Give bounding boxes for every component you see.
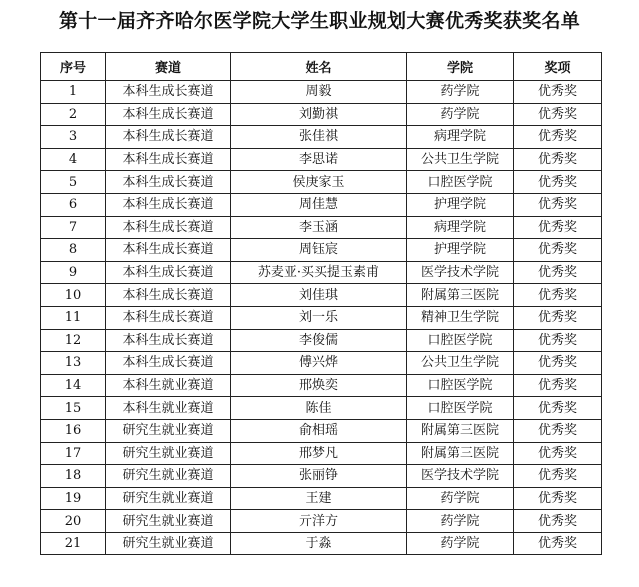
cell-track: 研究生就业赛道 xyxy=(106,532,231,555)
cell-track: 本科生成长赛道 xyxy=(106,329,231,352)
cell-track: 研究生就业赛道 xyxy=(106,487,231,510)
cell-number: 1 xyxy=(41,81,106,104)
table-row xyxy=(41,284,602,307)
column-header-name: 姓名 xyxy=(231,53,407,81)
table-row xyxy=(41,352,602,375)
cell-college: 公共卫生学院 xyxy=(407,352,514,375)
cell-track: 本科生成长赛道 xyxy=(106,306,231,329)
cell-college: 口腔医学院 xyxy=(407,397,514,420)
cell-college: 口腔医学院 xyxy=(407,171,514,194)
cell-name: 周钰宸 xyxy=(231,239,407,262)
table-row xyxy=(41,171,602,194)
table-row xyxy=(41,306,602,329)
cell-award: 优秀奖 xyxy=(514,465,602,488)
cell-name: 周毅 xyxy=(231,81,407,104)
cell-college: 精神卫生学院 xyxy=(407,306,514,329)
cell-college: 医学技术学院 xyxy=(407,465,514,488)
table-row xyxy=(41,103,602,126)
cell-award: 优秀奖 xyxy=(514,374,602,397)
cell-number: 4 xyxy=(41,148,106,171)
cell-college: 药学院 xyxy=(407,103,514,126)
cell-number: 15 xyxy=(41,397,106,420)
cell-name: 陈佳 xyxy=(231,397,407,420)
cell-name: 亓洋方 xyxy=(231,510,407,533)
cell-award: 优秀奖 xyxy=(514,148,602,171)
cell-college: 附属第三医院 xyxy=(407,419,514,442)
table-row xyxy=(41,532,602,555)
cell-number: 7 xyxy=(41,216,106,239)
table-row xyxy=(41,465,602,488)
cell-college: 药学院 xyxy=(407,81,514,104)
table-row xyxy=(41,329,602,352)
column-header-number: 序号 xyxy=(41,53,106,81)
cell-number: 17 xyxy=(41,442,106,465)
table-row xyxy=(41,261,602,284)
cell-number: 14 xyxy=(41,374,106,397)
cell-college: 公共卫生学院 xyxy=(407,148,514,171)
cell-name: 邢焕奕 xyxy=(231,374,407,397)
cell-award: 优秀奖 xyxy=(514,352,602,375)
cell-award: 优秀奖 xyxy=(514,81,602,104)
cell-number: 10 xyxy=(41,284,106,307)
cell-college: 护理学院 xyxy=(407,239,514,262)
cell-award: 优秀奖 xyxy=(514,397,602,420)
cell-name: 李玉涵 xyxy=(231,216,407,239)
cell-college: 口腔医学院 xyxy=(407,329,514,352)
cell-award: 优秀奖 xyxy=(514,126,602,149)
cell-award: 优秀奖 xyxy=(514,171,602,194)
column-header-track: 赛道 xyxy=(106,53,231,81)
cell-number: 11 xyxy=(41,306,106,329)
cell-name: 张佳祺 xyxy=(231,126,407,149)
cell-college: 药学院 xyxy=(407,487,514,510)
cell-name: 李思诺 xyxy=(231,148,407,171)
cell-number: 12 xyxy=(41,329,106,352)
cell-award: 优秀奖 xyxy=(514,419,602,442)
cell-name: 刘勤祺 xyxy=(231,103,407,126)
cell-track: 本科生成长赛道 xyxy=(106,81,231,104)
cell-number: 3 xyxy=(41,126,106,149)
cell-track: 本科生成长赛道 xyxy=(106,284,231,307)
cell-award: 优秀奖 xyxy=(514,510,602,533)
cell-track: 本科生成长赛道 xyxy=(106,148,231,171)
table-row xyxy=(41,419,602,442)
column-header-award: 奖项 xyxy=(514,53,602,81)
cell-track: 本科生成长赛道 xyxy=(106,193,231,216)
cell-track: 本科生就业赛道 xyxy=(106,374,231,397)
cell-college: 药学院 xyxy=(407,532,514,555)
cell-name: 苏麦亚·买买提玉素甫 xyxy=(231,261,407,284)
cell-track: 本科生成长赛道 xyxy=(106,103,231,126)
cell-name: 傅兴烨 xyxy=(231,352,407,375)
cell-college: 附属第三医院 xyxy=(407,284,514,307)
table-row xyxy=(41,148,602,171)
cell-track: 本科生成长赛道 xyxy=(106,352,231,375)
cell-track: 研究生就业赛道 xyxy=(106,510,231,533)
cell-number: 16 xyxy=(41,419,106,442)
table-row xyxy=(41,487,602,510)
cell-award: 优秀奖 xyxy=(514,532,602,555)
cell-college: 病理学院 xyxy=(407,216,514,239)
cell-number: 13 xyxy=(41,352,106,375)
cell-award: 优秀奖 xyxy=(514,193,602,216)
cell-award: 优秀奖 xyxy=(514,306,602,329)
cell-track: 本科生成长赛道 xyxy=(106,171,231,194)
cell-name: 邢梦凡 xyxy=(231,442,407,465)
cell-name: 周佳慧 xyxy=(231,193,407,216)
cell-award: 优秀奖 xyxy=(514,442,602,465)
cell-number: 9 xyxy=(41,261,106,284)
document-title: 第十一届齐齐哈尔医学院大学生职业规划大赛优秀奖获奖名单 xyxy=(58,10,581,32)
cell-track: 研究生就业赛道 xyxy=(106,465,231,488)
cell-number: 18 xyxy=(41,465,106,488)
cell-name: 于淼 xyxy=(231,532,407,555)
award-list-table xyxy=(40,52,602,555)
cell-award: 优秀奖 xyxy=(514,487,602,510)
cell-award: 优秀奖 xyxy=(514,329,602,352)
cell-track: 本科生成长赛道 xyxy=(106,216,231,239)
table-row xyxy=(41,193,602,216)
cell-college: 附属第三医院 xyxy=(407,442,514,465)
table-row xyxy=(41,216,602,239)
cell-name: 俞相瑶 xyxy=(231,419,407,442)
cell-number: 20 xyxy=(41,510,106,533)
table-row xyxy=(41,374,602,397)
cell-college: 病理学院 xyxy=(407,126,514,149)
table-row xyxy=(41,510,602,533)
cell-number: 19 xyxy=(41,487,106,510)
cell-name: 王建 xyxy=(231,487,407,510)
cell-number: 5 xyxy=(41,171,106,194)
table-row xyxy=(41,397,602,420)
cell-name: 刘佳琪 xyxy=(231,284,407,307)
column-header-college: 学院 xyxy=(407,53,514,81)
cell-number: 6 xyxy=(41,193,106,216)
cell-name: 刘一乐 xyxy=(231,306,407,329)
cell-number: 21 xyxy=(41,532,106,555)
cell-college: 护理学院 xyxy=(407,193,514,216)
cell-track: 本科生就业赛道 xyxy=(106,397,231,420)
cell-award: 优秀奖 xyxy=(514,103,602,126)
table-body xyxy=(41,81,602,555)
table-row xyxy=(41,442,602,465)
cell-track: 本科生成长赛道 xyxy=(106,239,231,262)
cell-number: 8 xyxy=(41,239,106,262)
cell-award: 优秀奖 xyxy=(514,239,602,262)
cell-award: 优秀奖 xyxy=(514,261,602,284)
cell-award: 优秀奖 xyxy=(514,216,602,239)
cell-college: 口腔医学院 xyxy=(407,374,514,397)
table-row xyxy=(41,239,602,262)
cell-track: 研究生就业赛道 xyxy=(106,442,231,465)
cell-college: 药学院 xyxy=(407,510,514,533)
table-header-row xyxy=(41,53,602,81)
cell-track: 本科生成长赛道 xyxy=(106,126,231,149)
table-row xyxy=(41,126,602,149)
table-row xyxy=(41,81,602,104)
cell-number: 2 xyxy=(41,103,106,126)
cell-award: 优秀奖 xyxy=(514,284,602,307)
cell-name: 李俊儒 xyxy=(231,329,407,352)
cell-track: 研究生就业赛道 xyxy=(106,419,231,442)
cell-track: 本科生成长赛道 xyxy=(106,261,231,284)
cell-name: 张丽铮 xyxy=(231,465,407,488)
cell-name: 侯庚家玉 xyxy=(231,171,407,194)
cell-college: 医学技术学院 xyxy=(407,261,514,284)
